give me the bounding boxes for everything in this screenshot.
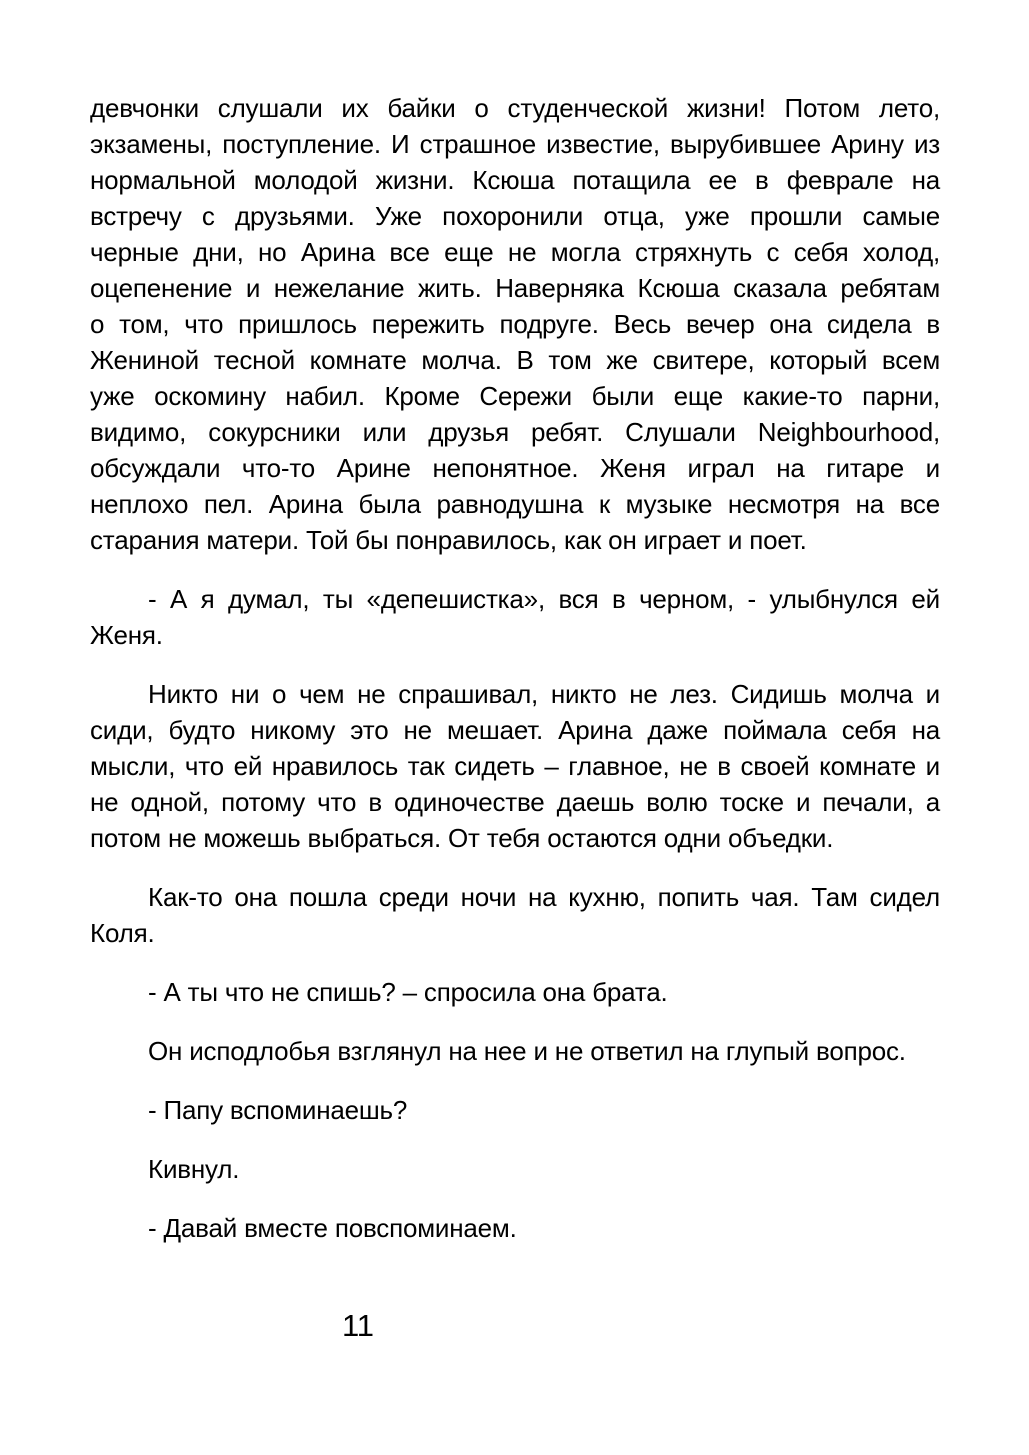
text-line: уже оскомину набил. Кроме Сережи были еще какие-то парни, xyxy=(90,381,940,411)
paragraph xyxy=(90,974,940,1010)
paragraph xyxy=(90,1210,940,1246)
text-line: неплохо пел. Арина была равнодушна к музыке несмотря на все xyxy=(90,489,940,519)
paragraph xyxy=(90,879,940,951)
paragraph xyxy=(90,1092,940,1128)
text-line: сиди, будто никому это не мешает. Арина даже поймала себя на xyxy=(90,715,940,745)
text-line: нормальной молодой жизни. Ксюша потащила ее в феврале на xyxy=(90,165,940,195)
text-line: встречу с друзьями. Уже похоронили отца, уже прошли самые xyxy=(90,201,940,231)
text-line: обсуждали что-то Арине непонятное. Женя играл на гитаре и xyxy=(90,453,940,483)
paragraph xyxy=(90,1033,940,1069)
text-line: Он исподлобья взглянул на нее и не ответил на глупый вопрос. xyxy=(148,1036,906,1066)
text-line: видимо, сокурсники или друзья ребят. Слушали Neighbourhood, xyxy=(90,417,940,447)
text-line: Кивнул. xyxy=(148,1154,240,1184)
paragraph xyxy=(90,581,940,653)
text-line: девчонки слушали их байки о студенческой жизни! Потом лето, xyxy=(90,93,940,123)
text-line: не одной, потому что в одиночестве даешь волю тоске и печали, а xyxy=(90,787,940,817)
text-line: Никто ни о чем не спрашивал, никто не лез. Сидишь молча и xyxy=(148,679,940,709)
text-block xyxy=(90,90,940,1269)
text-line: старания матери. Той бы понравилось, как он играет и поет. xyxy=(90,525,807,555)
text-line: Как-то она пошла среди ночи на кухню, попить чая. Там сидел xyxy=(148,882,940,912)
page-number: 11 xyxy=(342,1308,374,1343)
text-line: потом не можешь выбраться. От тебя остаются одни объедки. xyxy=(90,823,834,853)
text-line: - А ты что не спишь? – спросила она брата. xyxy=(148,977,668,1007)
text-line: Женя. xyxy=(90,620,163,650)
text-line: - А я думал, ты «депешистка», вся в черном, - улыбнулся ей xyxy=(148,584,940,614)
text-line: Жениной тесной комнате молча. В том же свитере, который всем xyxy=(90,345,940,375)
paragraph xyxy=(90,1151,940,1187)
text-line: - Папу вспоминаешь? xyxy=(148,1095,408,1125)
text-line: черные дни, но Арина все еще не могла стряхнуть с себя холод, xyxy=(90,237,940,267)
text-line: Коля. xyxy=(90,918,155,948)
text-line: мысли, что ей нравилось так сидеть – главное, не в своей комнате и xyxy=(90,751,940,781)
text-line: оцепенение и нежелание жить. Наверняка Ксюша сказала ребятам xyxy=(90,273,940,303)
text-line: - Давай вместе повспоминаем. xyxy=(148,1213,517,1243)
text-line: экзамены, поступление. И страшное известие, вырубившее Арину из xyxy=(90,129,940,159)
paragraph xyxy=(90,90,940,558)
paragraph xyxy=(90,676,940,856)
text-line: о том, что пришлось пережить подруге. Весь вечер она сидела в xyxy=(90,309,940,339)
